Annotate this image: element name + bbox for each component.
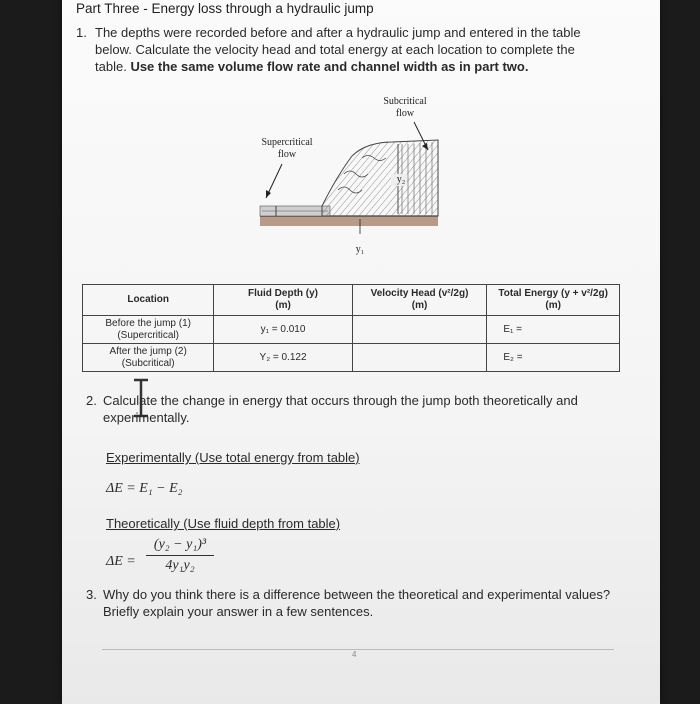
cell-velocity-head[interactable]	[352, 344, 487, 372]
channel-bed	[260, 216, 438, 226]
hydraulic-jump-figure	[252, 94, 442, 264]
cell-velocity-head[interactable]	[352, 316, 487, 344]
jump-roller	[322, 140, 438, 216]
theoretical-fraction	[146, 537, 214, 574]
cell-depth: y₁ = 0.010	[214, 316, 352, 344]
answer-line[interactable]	[102, 649, 614, 650]
cell-depth: Y₂ = 0.122	[214, 344, 352, 372]
part-title: Part Three - Energy loss through a hydraulic jump	[76, 1, 374, 16]
question-number: 2.	[86, 393, 97, 408]
y2-label: y₂	[396, 174, 406, 185]
table-row	[83, 344, 620, 372]
header-total-energy: Total Energy (y + v²/2g) (m)	[487, 285, 620, 316]
theoretical-lhs: ΔE =	[106, 554, 136, 569]
subcritical-label-1: Subcritical	[383, 96, 427, 107]
y1-label: y₁	[355, 244, 365, 255]
header-location: Location	[83, 285, 214, 316]
header-velocity-head: Velocity Head (v²/2g) (m)	[352, 285, 487, 316]
cell-total-energy[interactable]: E₂ =	[487, 344, 620, 372]
fraction-denominator: 4y₁y₂	[165, 558, 195, 573]
experimental-heading: Experimentally (Use total energy from table)	[106, 450, 360, 465]
supercritical-label-2: flow	[277, 149, 297, 160]
question-1-emphasis: Use the same volume flow rate and channel width as in part two.	[130, 59, 529, 74]
header-fluid-depth: Fluid Depth (y) (m)	[214, 285, 352, 316]
fraction-numerator: (y₂ − y₁)³	[153, 537, 207, 552]
question-1-text: The depths were recorded before and after a hydraulic jump and entered in the table below. Calculate the velocity head and total energy at each location to complete the table. Use the same volume flow rate and channel width as in part two.	[95, 25, 581, 74]
cell-location: Before the jump (1) (Supercritical)	[83, 316, 214, 344]
experimental-formula: ΔE = E₁ − E₂	[106, 481, 183, 496]
theoretical-heading: Theoretically (Use fluid depth from table)	[106, 516, 341, 531]
question-number: 3.	[86, 587, 97, 602]
cell-total-energy[interactable]: E₁ =	[487, 316, 620, 344]
question-3-text: Why do you think there is a difference between the theoretical and experimental values? Briefly explain your answer in a few sentences.	[103, 587, 611, 619]
supercritical-label-1: Supercritical	[261, 137, 313, 148]
table-header-row	[83, 285, 620, 316]
question-2-text: Calculate the change in energy that occurs through the jump both theoretically and experimentally.	[103, 393, 578, 425]
question-number: 1.	[76, 25, 87, 40]
cell-location: After the jump (2) (Subcritical)	[83, 344, 214, 372]
subcritical-label-2: flow	[395, 108, 415, 119]
page-number: 4	[352, 650, 357, 659]
table-row	[83, 316, 620, 344]
document-page	[62, 0, 660, 704]
jump-drawing	[252, 94, 442, 264]
results-table	[82, 284, 620, 372]
